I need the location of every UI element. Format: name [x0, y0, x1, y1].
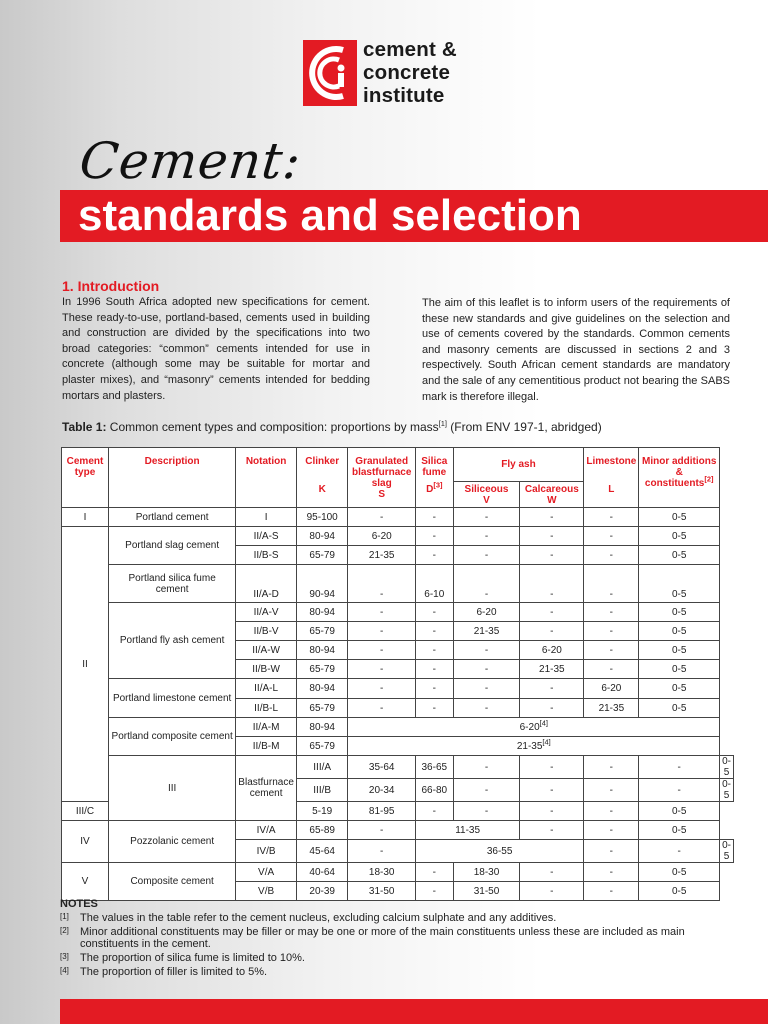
table-row	[62, 863, 734, 882]
table-cell: 31-50	[348, 882, 415, 901]
header-silica-sup: [3]	[433, 480, 443, 490]
cement-types-table	[61, 447, 734, 901]
institute-logo	[303, 38, 503, 110]
table-cell: 31-50	[453, 882, 520, 901]
table-cell: 6-20	[584, 679, 639, 699]
description-cell: Portland fly ash cement	[108, 603, 235, 679]
table-cell: -	[520, 802, 584, 821]
table-cell: 0-5	[639, 821, 720, 840]
header-silica-label: Silica fume	[421, 456, 448, 478]
table-cell: -	[348, 660, 415, 679]
table-cell: -	[415, 882, 453, 901]
intro-heading: 1. Introduction	[62, 278, 160, 294]
table-cell: -	[415, 802, 453, 821]
table-cell: -	[520, 508, 584, 527]
table-cell: 5-19	[296, 802, 348, 821]
table-cell: -	[584, 565, 639, 603]
table-cell: 0-5	[720, 779, 734, 802]
table-cell: 80-94	[296, 641, 348, 660]
table-cell: -	[520, 756, 584, 779]
description-cell: Composite cement	[108, 863, 235, 901]
table-cell: -	[348, 622, 415, 641]
logo-wordmark	[363, 38, 457, 107]
table-cell: 21-35	[453, 622, 520, 641]
header-limestone-label: Limestone	[586, 456, 637, 467]
header-minor	[639, 448, 720, 508]
header-silica-letter: D	[426, 484, 434, 495]
table-cell: -	[348, 508, 415, 527]
table-cell: 80-94	[296, 527, 348, 546]
description-cell: Portland composite cement	[108, 718, 235, 756]
table-cell: 36-65	[415, 756, 453, 779]
table-cell: -	[520, 527, 584, 546]
table-cell: II/A-D	[236, 565, 297, 603]
banner-text: standards and selection	[78, 191, 582, 240]
header-calcareous-label: Calcareous	[524, 483, 579, 495]
table-cell: 0-5	[639, 882, 720, 901]
note-number: [4]	[60, 966, 69, 975]
table-cell: 65-79	[296, 737, 348, 756]
table-cell: -	[453, 802, 520, 821]
note-number: [2]	[60, 926, 69, 935]
header-calcareous-letter: W	[547, 494, 557, 506]
table-caption-sup: [1]	[438, 419, 447, 428]
table-cell-merged	[348, 718, 720, 737]
description-cell: Portland cement	[108, 508, 235, 527]
table-cell: II/A-W	[236, 641, 297, 660]
table-cell: 80-94	[296, 603, 348, 622]
intro-paragraph-left: In 1996 South Africa adopted new specifications for cement. These ready-to-use, portland-based, cements used in building and construction are divided by the specifications into two broad categories: “common” cements intended for use in concrete (although some may be suitable for mortar and plaster mixes), and “masonry” cements intended for bedding mortars and plasters.	[62, 296, 370, 402]
header-siliceous	[453, 482, 520, 508]
group-cell: IV	[62, 821, 109, 863]
ci-logo-icon	[303, 40, 357, 106]
note-number: [1]	[60, 912, 69, 921]
header-calcareous	[520, 482, 584, 508]
table-cell: 6-20	[520, 641, 584, 660]
header-notation: Notation	[236, 448, 297, 508]
header-silica-fume	[415, 448, 453, 508]
table-cell: -	[348, 603, 415, 622]
table-cell: IV/A	[236, 821, 297, 840]
table-cell: II/B-W	[236, 660, 297, 679]
merged-sup: [4]	[542, 737, 551, 747]
table-cell: -	[584, 603, 639, 622]
table-cell: 18-30	[348, 863, 415, 882]
table-cell: -	[453, 679, 520, 699]
group-cell: II	[62, 527, 109, 802]
footer-band	[60, 999, 768, 1024]
table-cell: 35-64	[348, 756, 415, 779]
table-cell: 6-10	[415, 565, 453, 603]
intro-paragraph-right: The aim of this leaflet is to inform users of the requirements of these new standards and give guidelines on the selection and use of cements covered by the standards. Common cements and masonry cements are discussed in sections 2 and 3 respectively. South African cement standards are mandatory and the sale of any cementitious product not bearing the SABS mark is therefore illegal.	[422, 297, 730, 403]
table-cell: II/A-L	[236, 679, 297, 699]
note-item	[60, 926, 740, 950]
table-row	[62, 508, 734, 527]
header-fly-ash: Fly ash	[453, 448, 584, 482]
table-cell: -	[415, 603, 453, 622]
table-cell: -	[415, 699, 453, 718]
table-cell: -	[415, 546, 453, 565]
note-text: Minor additional constituents may be filler or may be one or more of the main constituents unless these are included as main constituents in the cement.	[80, 926, 685, 950]
table-cell: -	[453, 527, 520, 546]
table-cell: 0-5	[639, 565, 720, 603]
note-text: The proportion of filler is limited to 5%.	[80, 966, 268, 978]
table-cell: 95-100	[296, 508, 348, 527]
note-item	[60, 952, 740, 964]
table-cell: II/A-M	[236, 718, 297, 737]
table-row	[62, 821, 734, 840]
table-cell: II/A-V	[236, 603, 297, 622]
table-cell-merged: 11-35	[415, 821, 519, 840]
note-item	[60, 966, 740, 978]
table-cell: 80-94	[296, 718, 348, 737]
table-cell: -	[453, 699, 520, 718]
table-cell: 80-94	[296, 679, 348, 699]
table-cell: 18-30	[453, 863, 520, 882]
table-cell: -	[520, 821, 584, 840]
table-row	[62, 679, 734, 699]
table-cell: -	[584, 508, 639, 527]
table-cell: 0-5	[639, 660, 720, 679]
table-cell: 21-35	[348, 546, 415, 565]
table-cell: -	[584, 840, 639, 863]
table-cell: -	[348, 641, 415, 660]
table-caption	[62, 420, 602, 434]
table-cell: -	[639, 756, 720, 779]
table-cell: III/A	[296, 756, 348, 779]
table-cell: -	[584, 882, 639, 901]
table-cell: 0-5	[720, 756, 734, 779]
table-cell: -	[584, 622, 639, 641]
table-cell: V/A	[236, 863, 297, 882]
note-text: The proportion of silica fume is limited to 10%.	[80, 952, 305, 964]
table-cell: -	[584, 756, 639, 779]
table-cell: -	[453, 779, 520, 802]
table-cell: II/B-S	[236, 546, 297, 565]
table-cell: -	[584, 821, 639, 840]
table-cell: 0-5	[639, 802, 720, 821]
logo-line-2: concrete	[363, 61, 451, 84]
merged-value: 21-35	[516, 740, 543, 752]
table-cell: 20-39	[296, 882, 348, 901]
table-cell: 65-89	[296, 821, 348, 840]
table-cell: -	[415, 863, 453, 882]
table-cell: -	[453, 660, 520, 679]
header-clinker-label: Clinker	[305, 456, 340, 467]
table-cell: -	[520, 622, 584, 641]
table-cell: -	[584, 527, 639, 546]
table-cell: 0-5	[720, 840, 734, 863]
table-cell: -	[453, 546, 520, 565]
table-cell: -	[415, 527, 453, 546]
table-cell: -	[520, 863, 584, 882]
table-cell: -	[584, 779, 639, 802]
table-cell: -	[639, 779, 720, 802]
header-siliceous-letter: V	[483, 494, 490, 506]
logo-line-1: cement &	[363, 38, 457, 61]
table-cell: -	[584, 546, 639, 565]
table-cell: 40-64	[296, 863, 348, 882]
table-cell: -	[415, 679, 453, 699]
header-minor-sup: [2]	[704, 474, 714, 484]
table-caption-label: Table 1:	[62, 420, 107, 434]
header-clinker	[296, 448, 348, 508]
table-cell: -	[520, 603, 584, 622]
table-cell: -	[453, 508, 520, 527]
merged-sup: [4]	[539, 718, 548, 728]
table-cell: -	[415, 508, 453, 527]
table-cell: -	[415, 660, 453, 679]
description-cell: Pozzolanic cement	[108, 821, 235, 863]
table-cell: 0-5	[639, 863, 720, 882]
table-cell-merged	[348, 737, 720, 756]
header-siliceous-label: Siliceous	[464, 483, 509, 495]
table-cell: III/C	[62, 802, 109, 821]
header-slag-letter: S	[378, 489, 386, 500]
note-number: [3]	[60, 952, 69, 961]
table-cell: I	[236, 508, 297, 527]
header-limestone	[584, 448, 639, 508]
header-clinker-letter: K	[318, 484, 326, 495]
table-cell: 65-79	[296, 622, 348, 641]
table-cell: -	[415, 641, 453, 660]
table-cell: 0-5	[639, 546, 720, 565]
description-cell: Portland limestone cement	[108, 679, 235, 718]
group-cell: I	[62, 508, 109, 527]
header-description: Description	[108, 448, 235, 508]
table-cell: -	[415, 622, 453, 641]
notes-section	[60, 898, 740, 980]
table-cell: -	[520, 679, 584, 699]
title-banner	[60, 190, 768, 242]
table-cell: -	[348, 679, 415, 699]
table-cell: II/B-M	[236, 737, 297, 756]
table-cell: -	[348, 840, 415, 863]
table-cell: 0-5	[639, 603, 720, 622]
table-cell: -	[348, 821, 415, 840]
table-cell: 45-64	[296, 840, 348, 863]
table-cell: 21-35	[520, 660, 584, 679]
table-row	[62, 756, 734, 779]
table-cell-merged: 36-55	[415, 840, 583, 863]
table-cell: 6-20	[453, 603, 520, 622]
header-slag-label: Granulated blastfurnace slag	[351, 456, 412, 489]
table-cell: 0-5	[639, 699, 720, 718]
table-cell: III/B	[296, 779, 348, 802]
table-cell: 6-20	[348, 527, 415, 546]
table-cell: -	[639, 840, 720, 863]
table-cell: -	[520, 779, 584, 802]
table-cell: II/B-L	[236, 699, 297, 718]
table-cell: II/A-S	[236, 527, 297, 546]
description-cell: Portland slag cement	[108, 527, 235, 565]
note-text: The values in the table refer to the cement nucleus, excluding calcium sulphate and any additives.	[80, 912, 557, 924]
table-cell: -	[453, 756, 520, 779]
table-caption-text: Common cement types and composition: proportions by mass	[106, 420, 439, 434]
table-row	[62, 603, 734, 622]
table-cell: -	[453, 565, 520, 603]
table-cell: -	[584, 660, 639, 679]
table-cell: 0-5	[639, 622, 720, 641]
table-cell: IV/B	[236, 840, 297, 863]
table-cell: 0-5	[639, 508, 720, 527]
table-row	[62, 527, 734, 546]
header-cement-type: Cement type	[62, 448, 109, 508]
description-cell: Portland silica fume cement	[108, 565, 235, 603]
logo-line-3: institute	[363, 84, 445, 107]
group-cell: III	[108, 756, 235, 821]
table-cell: -	[584, 641, 639, 660]
table-cell: 0-5	[639, 679, 720, 699]
script-title: Cement:	[76, 132, 305, 190]
description-cell: Blastfurnace cement	[236, 756, 297, 821]
table-cell: -	[584, 802, 639, 821]
table-cell: 0-5	[639, 527, 720, 546]
table-cell: 0-5	[639, 641, 720, 660]
table-cell: -	[520, 699, 584, 718]
table-cell: -	[453, 641, 520, 660]
table-cell: -	[584, 863, 639, 882]
table-caption-tail: (From ENV 197-1, abridged)	[446, 420, 602, 434]
table-cell: -	[520, 565, 584, 603]
table-cell: -	[520, 546, 584, 565]
table-cell: -	[348, 699, 415, 718]
table-cell: 66-80	[415, 779, 453, 802]
header-limestone-letter: L	[608, 484, 615, 495]
table-cell: 20-34	[348, 779, 415, 802]
note-item	[60, 912, 740, 924]
table-cell: -	[348, 565, 415, 603]
table-cell: 65-79	[296, 660, 348, 679]
merged-value: 6-20	[519, 721, 540, 733]
table-row	[62, 718, 734, 737]
table-cell: V/B	[236, 882, 297, 901]
notes-title: NOTES	[60, 898, 98, 910]
group-cell: V	[62, 863, 109, 901]
table-cell: -	[520, 882, 584, 901]
table-cell: 65-79	[296, 699, 348, 718]
table-cell: 90-94	[296, 565, 348, 603]
table-row	[62, 565, 734, 603]
header-minor-label: Minor additions & constituents	[642, 456, 717, 489]
header-slag	[348, 448, 415, 508]
table-cell: II/B-V	[236, 622, 297, 641]
table-cell: 81-95	[348, 802, 415, 821]
table-cell: 21-35	[584, 699, 639, 718]
table-cell: 65-79	[296, 546, 348, 565]
